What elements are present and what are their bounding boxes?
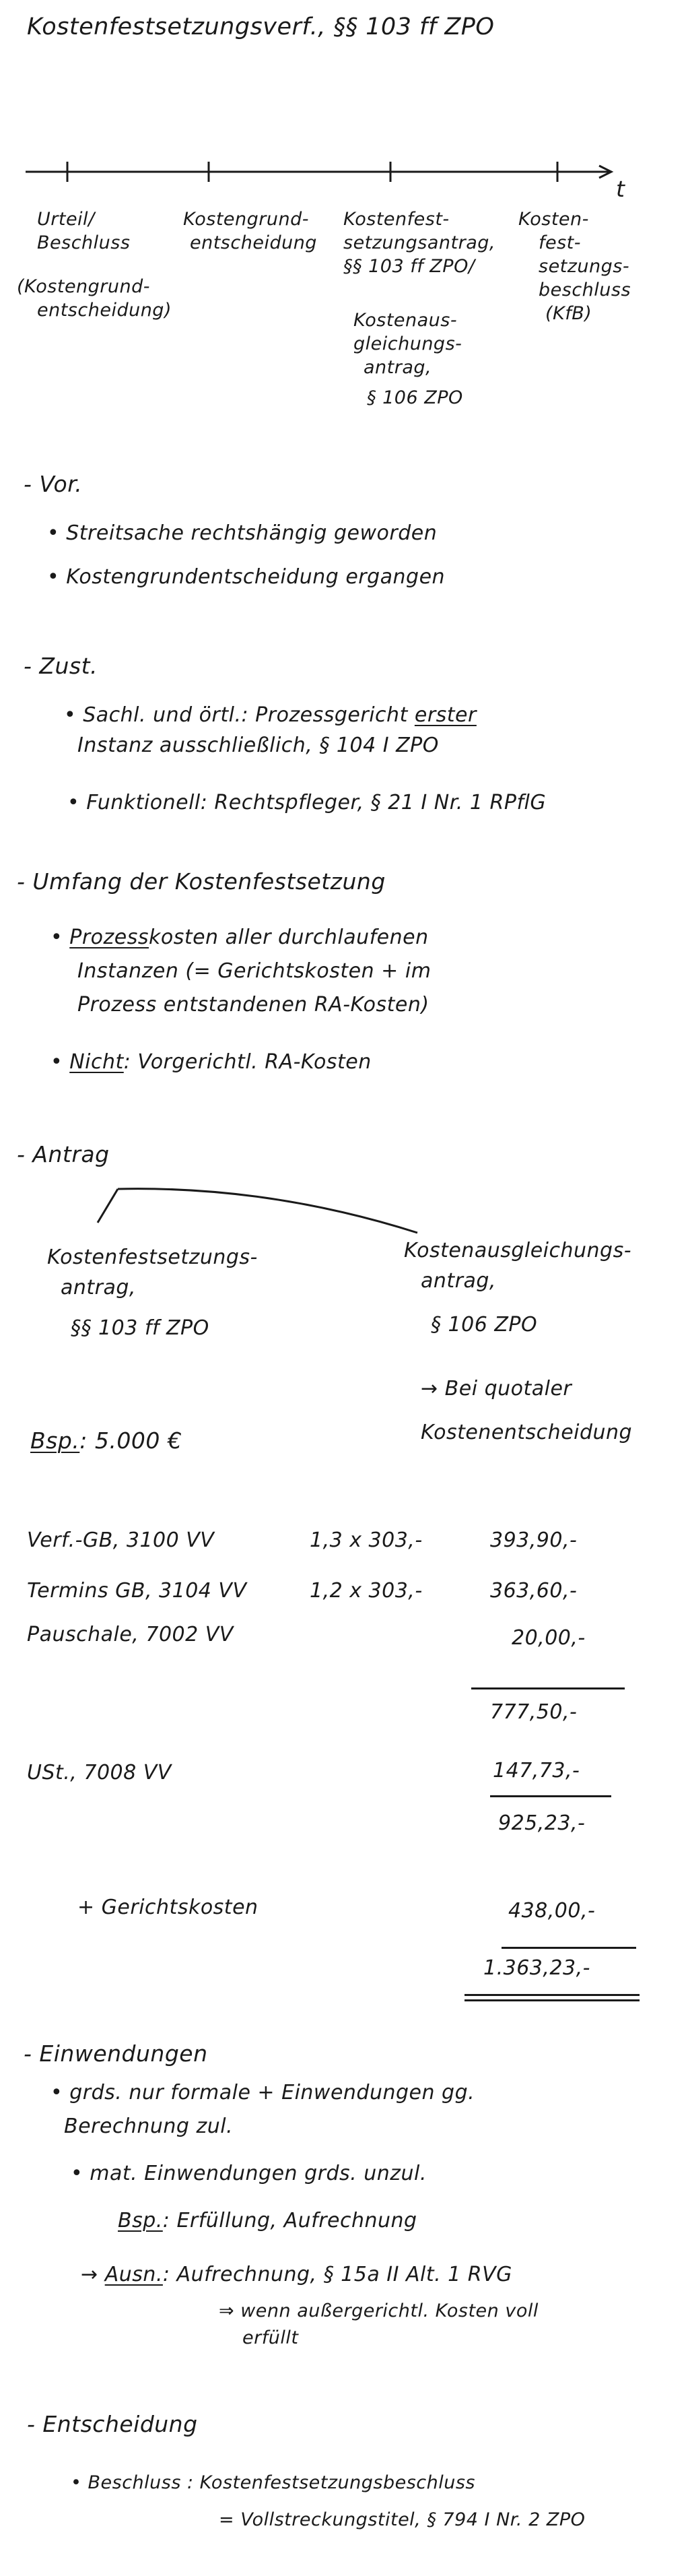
total-underline: [465, 1999, 640, 2001]
section-heading: - Entscheidung: [27, 2411, 198, 2437]
example-line: Bsp.: Erfüllung, Aufrechnung: [118, 2209, 417, 2232]
timeline-station-line: fest-: [539, 232, 582, 253]
sum-line: [471, 1687, 625, 1689]
timeline-station-line: Kostenfest-: [343, 209, 450, 230]
calc-row-amount: 363,60,-: [490, 1579, 578, 1603]
list-item-continuation: Berechnung zul.: [64, 2115, 234, 2138]
timeline-station-line: beschluss: [539, 280, 631, 300]
calc-row-label: + Gerichtskosten: [77, 1896, 259, 1919]
timeline-station-line: setzungs-: [539, 256, 630, 277]
list-item-continuation: Instanzen (= Gerichtskosten + im: [77, 959, 432, 983]
list-item: • Kostengrundentscheidung ergangen: [47, 565, 446, 589]
sum-line: [502, 1947, 636, 1949]
section-heading: - Einwendungen: [24, 2040, 208, 2067]
timeline-station-line: Beschluss: [37, 232, 131, 253]
antrag-note-line: → Bei quotaler: [421, 1377, 572, 1400]
example-label: Bsp.: [118, 2209, 163, 2232]
sum-line: [490, 1795, 611, 1797]
emphasis: Prozess: [69, 926, 149, 949]
section-heading: - Zust.: [24, 653, 98, 679]
timeline-station-line: Kosten-: [518, 209, 589, 230]
example-heading: Bsp.: 5.000 €: [30, 1427, 182, 1454]
calc-row-label: Pauschale, 7002 VV: [27, 1623, 234, 1646]
timeline-station-line: Kostengrund-: [183, 209, 309, 230]
timeline-station-line: Urteil/: [37, 209, 95, 230]
list-item: • mat. Einwendungen grds. unzul.: [71, 2162, 427, 2185]
calc-row-formula: 1,3 x 303,-: [310, 1528, 423, 1552]
list-item: • Prozesskosten aller durchlaufenen: [50, 926, 429, 949]
antrag-note-line: Kostenentscheidung: [421, 1421, 633, 1444]
antrag-left-line: Kostenfestsetzungs-: [47, 1246, 258, 1269]
list-item: • grds. nur formale + Einwendungen gg.: [50, 2081, 475, 2104]
antrag-right-line: Kostenausgleichungs-: [404, 1239, 632, 1262]
exception-sub: ⇒ wenn außergerichtl. Kosten voll: [219, 2300, 539, 2321]
calc-row-formula: 1,2 x 303,-: [310, 1579, 423, 1603]
list-item-continuation: Prozess entstandenen RA-Kosten): [77, 993, 429, 1017]
section-heading: - Umfang der Kostenfestsetzung: [17, 868, 386, 895]
list-item: • Sachl. und örtl.: Prozessgericht erster: [64, 703, 477, 727]
timeline-station-line: (Kostengrund-: [17, 276, 151, 297]
calc-row-amount: 147,73,-: [493, 1759, 580, 1782]
emphasis: erster: [414, 703, 477, 727]
timeline-station-line: (KfB): [545, 303, 592, 324]
timeline-station-line: entscheidung): [37, 300, 172, 321]
calc-row-label: USt., 7008 VV: [27, 1761, 172, 1784]
exception-sub: erfüllt: [242, 2327, 299, 2348]
calc-row-amount: 438,00,-: [508, 1899, 596, 1923]
timeline-station-line: § 106 ZPO: [367, 387, 463, 408]
page-title: Kostenfestsetzungsverf., §§ 103 ff ZPO: [27, 13, 495, 40]
timeline-station-line: antrag,: [364, 357, 432, 378]
antrag-right-line: § 106 ZPO: [431, 1313, 538, 1337]
timeline-station-line: entscheidung: [190, 232, 317, 253]
antrag-left-line: antrag,: [61, 1276, 136, 1299]
arrow-icon: →: [81, 2263, 98, 2286]
timeline-station-line: §§ 103 ff ZPO/: [343, 256, 475, 277]
total-underline: [465, 1994, 640, 1996]
timeline-station-line: gleichungs-: [353, 333, 462, 354]
list-item: • Beschluss : Kostenfestsetzungsbeschluss: [71, 2472, 475, 2493]
section-heading: - Vor.: [24, 471, 83, 497]
calc-subtotal: 777,50,-: [490, 1700, 578, 1724]
list-item: • Funktionell: Rechtspfleger, § 21 I Nr. 1 RPflG: [67, 791, 547, 814]
calc-row-label: Verf.-GB, 3100 VV: [27, 1528, 215, 1552]
calc-subtotal: 925,23,-: [498, 1811, 586, 1835]
timeline-axis-label: t: [616, 176, 625, 202]
antrag-branch: [0, 0, 688, 1280]
calc-row-amount: 20,00,-: [512, 1626, 586, 1650]
calc-row-amount: 393,90,-: [490, 1528, 578, 1552]
list-item-continuation: = Vollstreckungstitel, § 794 I Nr. 2 ZPO: [219, 2509, 586, 2530]
antrag-right-line: antrag,: [421, 1269, 496, 1293]
section-heading: - Antrag: [17, 1141, 110, 1167]
calc-row-label: Termins GB, 3104 VV: [27, 1579, 247, 1603]
exception-line: → Ausn.: Aufrechnung, § 15a II Alt. 1 RVG: [81, 2263, 512, 2286]
example-label: Bsp.: [30, 1427, 80, 1454]
timeline-station-line: setzungsantrag,: [343, 232, 495, 253]
timeline-station-line: Kostenaus-: [353, 310, 458, 331]
calc-total: 1.363,23,-: [483, 1956, 590, 1980]
antrag-left-line: §§ 103 ff ZPO: [71, 1316, 209, 1340]
list-item: • Nicht: Vorgerichtl. RA-Kosten: [50, 1050, 372, 1074]
list-item-continuation: Instanz ausschließlich, § 104 I ZPO: [77, 734, 439, 757]
list-item: • Streitsache rechtshängig geworden: [47, 521, 438, 545]
exception-label: Ausn.: [104, 2263, 163, 2286]
emphasis: Nicht: [69, 1050, 124, 1074]
